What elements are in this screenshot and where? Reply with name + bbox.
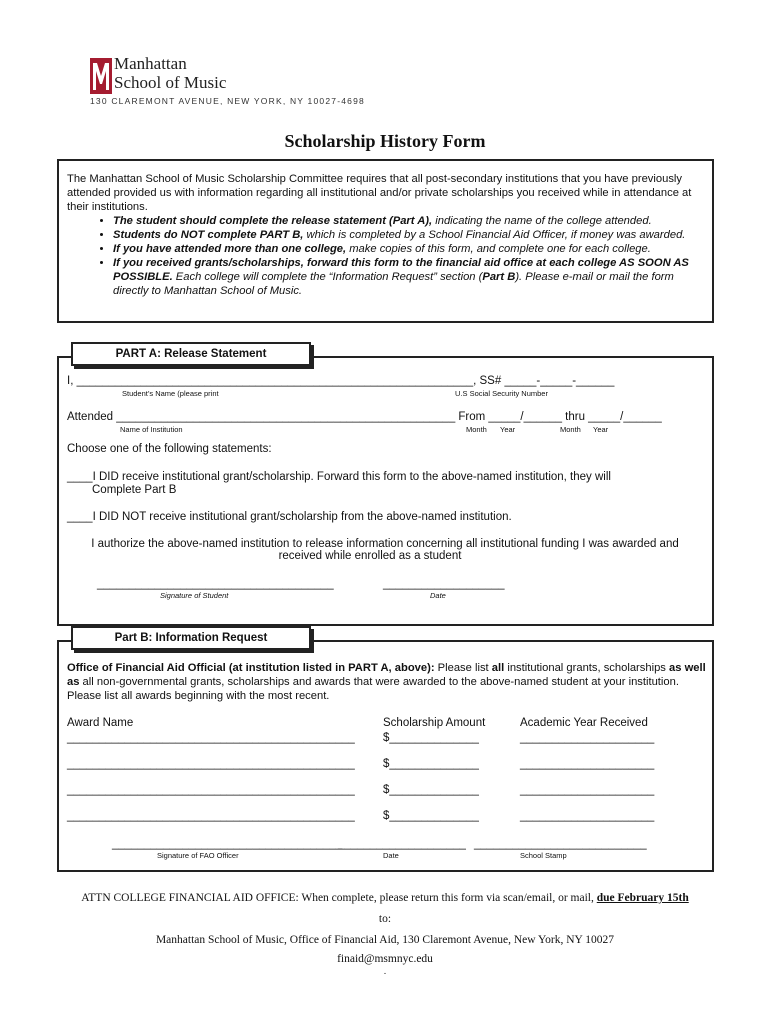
instruction-item: • If you received grants/scholarships, forward this form to the financial aid office at each college AS SOON AS POSSIBLE. Each college will complete the “Information Request” section (Part B). Please e-mail or mail the form directly to Manhattan School of Music.	[113, 256, 707, 298]
footer-to: to:	[378, 913, 392, 925]
institution-caption: Name of Institution	[120, 425, 183, 434]
footer-email: finaid@msmnyc.edu	[337, 953, 433, 965]
student-date-caption: Date	[430, 591, 446, 600]
academic-year-field[interactable]: _____________________	[520, 758, 655, 770]
instructions	[67, 172, 707, 298]
authorization-statement-line2: received while enrolled as a student	[278, 550, 462, 562]
footer-mailing-address: Manhattan School of Music, Office of Financial Aid, 130 Claremont Avenue, New York, NY 10027	[155, 934, 615, 946]
year-caption: Year	[500, 425, 516, 434]
instructions-list	[67, 214, 707, 298]
school-stamp-field[interactable]: ___________________________	[474, 838, 647, 850]
award-name-field[interactable]: _____________________________________________	[67, 732, 355, 744]
fao-instructions: Office of Financial Aid Official (at institution listed in PART A, above): Please list all institutional grants, scholarships as well as all non-governmental grants, scholarships and awards that were awarded to the above-named student at your institution. Please list all awards beginning with the most recent.	[67, 662, 706, 702]
award-name-field[interactable]: _____________________________________________	[67, 784, 355, 796]
part-b-tab: Part B: Information Request	[71, 626, 311, 650]
school-name-line2: School of Music	[114, 73, 227, 92]
authorization-statement-line1: I authorize the above-named institution to release information concerning all institutional funding I was awarded and	[91, 538, 679, 550]
school-address: 130 CLAREMONT AVENUE, NEW YORK, NY 10027-4698	[90, 96, 365, 106]
month-caption: Month	[466, 425, 487, 434]
student-date-field[interactable]: ___________________	[383, 578, 505, 590]
school-logo-mark	[90, 58, 112, 94]
fao-signature-caption: Signature of FAO Officer	[157, 851, 239, 860]
month-caption: Month	[560, 425, 581, 434]
student-signature-field[interactable]: _____________________________________	[97, 578, 334, 590]
instruction-item: • If you have attended more than one college, make copies of this form, and complete one for each college.	[113, 242, 707, 256]
fao-date-caption: Date	[383, 851, 399, 860]
part-a-tab: PART A: Release Statement	[71, 342, 311, 366]
year-caption: Year	[593, 425, 609, 434]
academic-year-field[interactable]: _____________________	[520, 732, 655, 744]
footer-return-instructions: ATTN COLLEGE FINANCIAL AID OFFICE: When complete, please return this form via scan/email, or mail, due February 15th	[81, 892, 689, 904]
did-receive-option[interactable]: ____I DID receive institutional grant/scholarship. Forward this form to the above-named institution, they will	[67, 471, 611, 483]
academic-year-field[interactable]: _____________________	[520, 784, 655, 796]
ssn-caption: U.S Social Security Number	[455, 389, 548, 398]
did-not-receive-option[interactable]: ____I DID NOT receive institutional grant/scholarship from the above-named institution.	[67, 511, 512, 523]
school-name-line1: Manhattan	[114, 54, 187, 73]
scholarship-amount-field[interactable]: $______________	[383, 732, 479, 744]
school-stamp-caption: School Stamp	[520, 851, 567, 860]
award-name-field[interactable]: _____________________________________________	[67, 758, 355, 770]
fao-signature-field[interactable]: ____________________________________	[112, 838, 343, 850]
due-date: due February 15th	[596, 892, 689, 904]
footer-dot: .	[383, 966, 387, 976]
instructions-paragraph: The Manhattan School of Music Scholarship Committee requires that all post-secondary institutions that you have previously attended provided us with information regarding all institutional and/or private scholarships you received while in attendance at their institutions.	[67, 173, 692, 213]
student-name-ssn-line[interactable]: I, ______________________________________________________________, SS# _____-_____-______	[67, 375, 615, 387]
academic-year-field[interactable]: _____________________	[520, 810, 655, 822]
scholarship-amount-field[interactable]: $______________	[383, 758, 479, 770]
school-name	[114, 54, 226, 92]
attended-line[interactable]: Attended _____________________________________________________ From _____/______ thru _____/______	[67, 411, 662, 423]
did-receive-option-cont: Complete Part B	[92, 484, 177, 496]
fao-date-field[interactable]: ____________________	[338, 838, 466, 850]
academic-year-header: Academic Year Received	[520, 717, 648, 729]
instruction-item: • Students do NOT complete PART B, which is completed by a School Financial Aid Officer, if money was awarded.	[113, 228, 707, 242]
choose-statement-label: Choose one of the following statements:	[67, 443, 272, 455]
award-name-field[interactable]: _____________________________________________	[67, 810, 355, 822]
scholarship-amount-header: Scholarship Amount	[383, 717, 486, 729]
form-title: Scholarship History Form	[284, 131, 486, 151]
award-name-header: Award Name	[67, 717, 134, 729]
student-name-caption: Student’s Name (please print	[122, 389, 219, 398]
instruction-item: • The student should complete the release statement (Part A), indicating the name of the college attended.	[113, 214, 707, 228]
scholarship-amount-field[interactable]: $______________	[383, 784, 479, 796]
scholarship-amount-field[interactable]: $______________	[383, 810, 479, 822]
student-signature-caption: Signature of Student	[160, 591, 229, 600]
